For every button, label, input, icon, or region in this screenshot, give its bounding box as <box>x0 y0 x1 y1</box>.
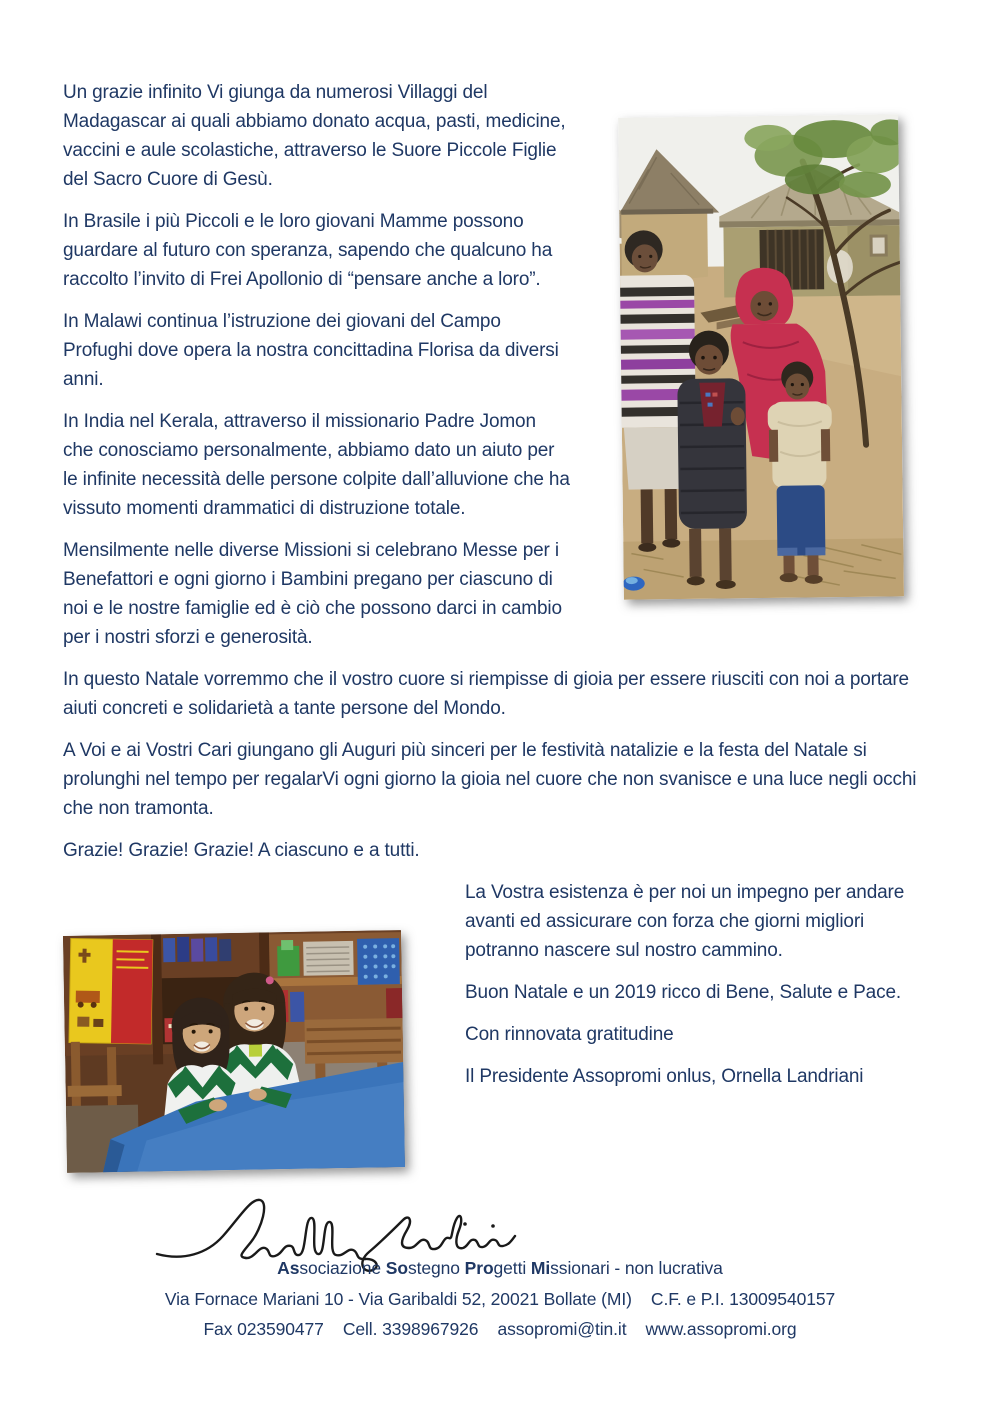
footer-address-line: Via Fornace Mariani 10 - Via Garibaldi 52, 20021 Bollate (MI) C.F. e P.I. 13009540157 <box>164 1288 836 1309</box>
paragraph-natale: In questo Natale vorremmo che il vostro cuore si riempisse di gioia per essere riusciti con noi a portare aiuti concreti e solidarietà a tante persone del Mondo. <box>63 669 909 719</box>
classroom-photo-image <box>63 930 405 1173</box>
paragraph-presidente: Il Presidente Assopromi onlus, Ornella Landriani <box>465 1066 864 1087</box>
village-photo-image <box>618 114 904 599</box>
footer-org-segment: As <box>277 1258 300 1278</box>
classroom-photo <box>63 930 405 1173</box>
paragraph-brasile: In Brasile i più Piccoli e le loro giovani Mamme possono guardare al futuro con speranza, sapendo che qualcuno ha raccolto l’invito di Frei Apollonio di “pensare anche a loro”. <box>63 211 553 290</box>
paragraph-buon-natale: Buon Natale e un 2019 ricco di Bene, Salute e Pace. <box>465 982 901 1003</box>
paragraph-india: In India nel Kerala, attraverso il missionario Padre Jomon che conosciamo personalmente, abbiamo dato un aiuto per le infinite necessità delle persone colpite dall’alluvione che ha vissuto momenti drammatici di distruzione totale. <box>63 411 570 519</box>
paragraph-madagascar: Un grazie infinito Vi giunga da numerosi Villaggi del Madagascar ai quali abbiamo donato acqua, pasti, medicine, vaccini e aule scolastiche, attraverso le Suore Piccole Figlie del Sacro Cuore di Gesù. <box>63 82 566 190</box>
letter-body <box>63 78 918 1286</box>
classroom-photo-float <box>63 923 465 1178</box>
village-photo <box>618 114 904 599</box>
footer-org-segment: sociazione <box>299 1258 386 1278</box>
footer-org-name <box>0 1253 1000 1284</box>
footer-org-segment: So <box>385 1258 408 1278</box>
footer-contacts-line: Fax 023590477 Cell. 3398967926 assopromi@tin.it www.assopromi.org <box>203 1319 797 1339</box>
paragraph-malawi: In Malawi continua l’istruzione dei giovani del Campo Profughi dove opera la nostra concittadina Florisa da diversi anni. <box>63 311 559 390</box>
footer-org-segment: ssionari - non lucrativa <box>550 1258 723 1278</box>
footer-org-segment: stegno <box>407 1258 465 1278</box>
paragraph-grazie: Grazie! Grazie! Grazie! A ciascuno e a tutti. <box>63 840 420 861</box>
footer-org-segment: Pro <box>464 1258 494 1278</box>
paragraph-missioni: Mensilmente nelle diverse Missioni si celebrano Messe per i Benefattori e ogni giorno i Bambini pregano per ciascuno di noi e le nostre famiglie ed è ciò che possono darci in cambio per i nostri sforzi e generosità. <box>63 540 562 648</box>
paragraph-esistenza: La Vostra esistenza è per noi un impegno per andare avanti ed assicurare con forza che giorni migliori potranno nascere sul nostro cammino. <box>465 882 905 961</box>
village-photo-float <box>571 108 918 632</box>
footer <box>0 1253 1000 1345</box>
paragraph-gratitudine: Con rinnovata gratitudine <box>465 1024 674 1045</box>
footer-org-segment: Mi <box>530 1258 551 1278</box>
footer-org-segment: getti <box>493 1258 531 1278</box>
paragraph-auguri: A Voi e ai Vostri Cari giungano gli Auguri più sinceri per le festività natalizie e la festa del Natale si prolunghi nel tempo per regalarVi ogni giorno la gioia nel cuore che non svanisce e una luce negli occhi che non tramonta. <box>63 740 917 819</box>
